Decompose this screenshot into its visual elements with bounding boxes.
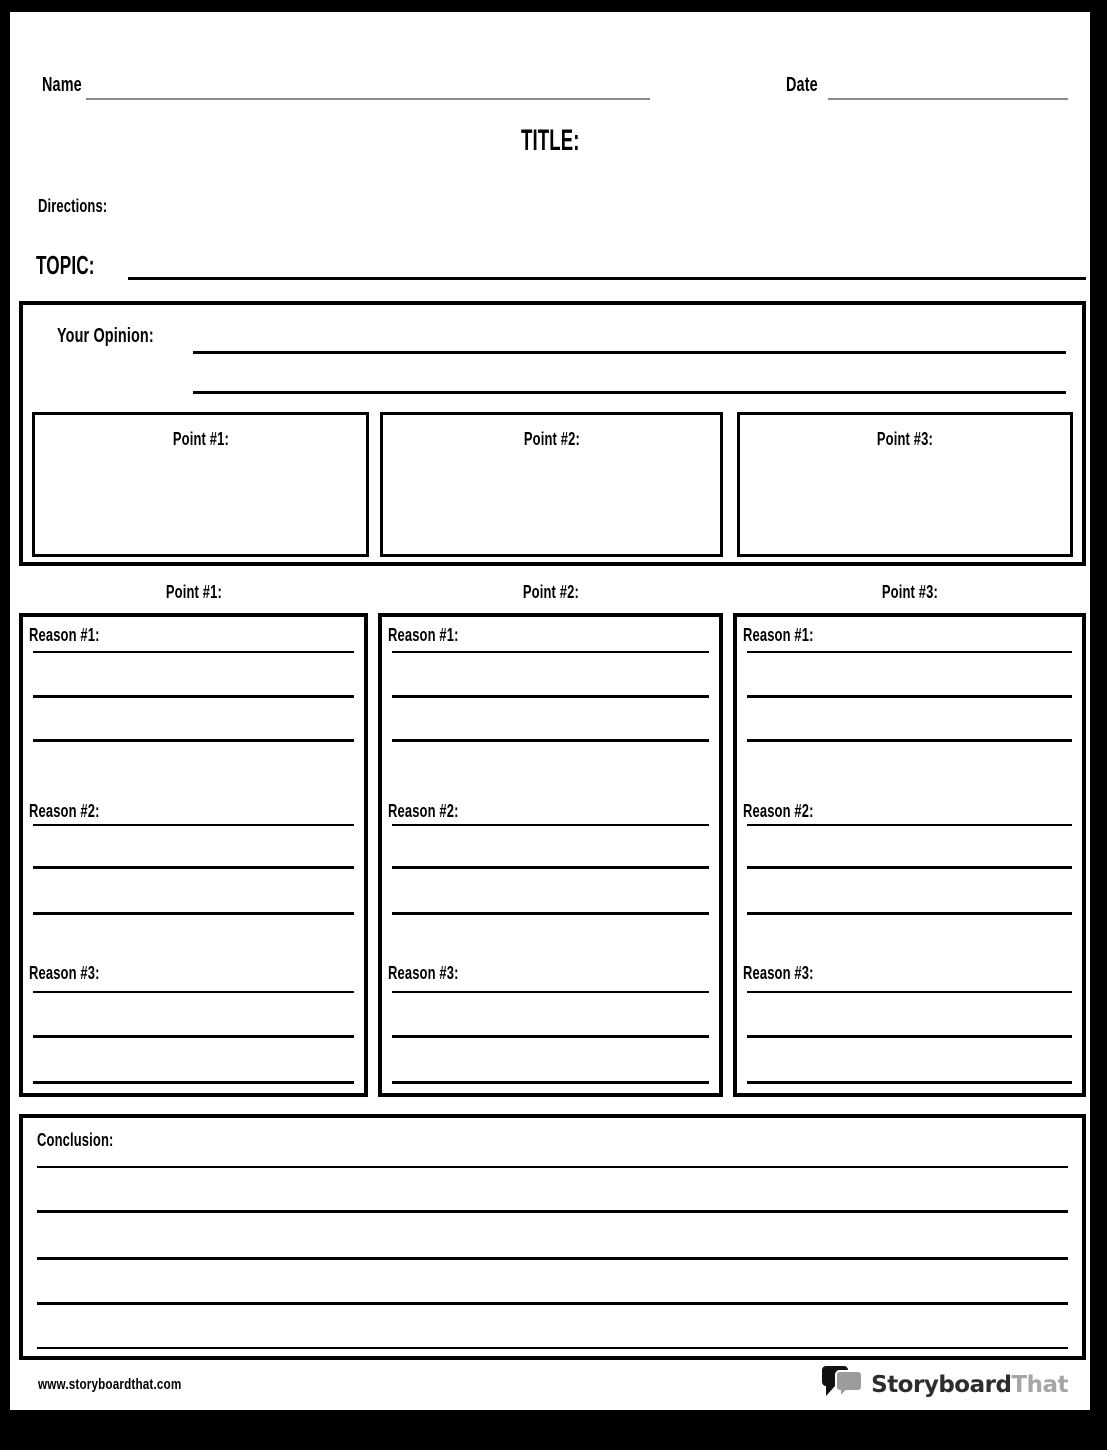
writing-line [747, 1081, 1072, 1084]
reason-label: Reason #2: [29, 801, 100, 821]
reason-label: Reason #1: [388, 625, 459, 645]
column-header-point-1: Point #1: [165, 582, 222, 602]
writing-line [33, 1035, 354, 1038]
topic-writing-line [128, 250, 1086, 280]
your-opinion-label: Your Opinion: [57, 325, 154, 347]
writing-line [392, 1081, 709, 1084]
storyboardthat-logo [822, 1364, 1068, 1406]
title-label: TITLE: [520, 124, 580, 157]
point-box-3: Point #3: [737, 412, 1073, 557]
opinion-writing-line [193, 391, 1066, 394]
writing-line [747, 991, 1072, 993]
writing-line [37, 1257, 1068, 1260]
reason-label: Reason #3: [743, 963, 814, 983]
writing-line [392, 739, 709, 742]
writing-line [747, 866, 1072, 869]
reason-column-3 [733, 613, 1086, 1097]
directions-label: Directions: [38, 196, 108, 216]
writing-line [33, 912, 354, 915]
topic-label: TOPIC: [36, 250, 95, 280]
writing-line [33, 651, 354, 653]
writing-line [392, 1035, 709, 1038]
point-box-1: Point #1: [32, 412, 369, 557]
point-box-2: Point #2: [380, 412, 723, 557]
writing-line [747, 695, 1072, 698]
reason-label: Reason #1: [743, 625, 814, 645]
writing-line [747, 1035, 1072, 1038]
column-header-point-2: Point #2: [522, 582, 579, 602]
reason-label: Reason #2: [743, 801, 814, 821]
writing-line [33, 866, 354, 869]
writing-line [37, 1210, 1068, 1213]
writing-line [33, 991, 354, 993]
writing-line [392, 991, 709, 993]
name-writing-line [86, 74, 650, 100]
reason-label: Reason #3: [29, 963, 100, 983]
writing-line [747, 651, 1072, 653]
writing-line [392, 695, 709, 698]
writing-line [37, 1302, 1068, 1305]
writing-line [747, 739, 1072, 742]
conclusion-label: Conclusion: [37, 1130, 114, 1150]
opinion-section-box [19, 301, 1086, 566]
opinion-writing-line [193, 351, 1066, 354]
writing-line [392, 866, 709, 869]
name-label: Name [42, 74, 82, 96]
worksheet-page [10, 12, 1090, 1410]
reason-column-1 [19, 613, 368, 1097]
date-label: Date [786, 74, 818, 96]
writing-line [33, 695, 354, 698]
writing-line [37, 1166, 1068, 1168]
writing-line [392, 824, 709, 826]
conclusion-section-box [19, 1114, 1086, 1360]
writing-line [33, 1081, 354, 1084]
reason-label: Reason #3: [388, 963, 459, 983]
website-url: www.storyboardthat.com [38, 1376, 182, 1393]
speech-bubbles-icon [822, 1364, 864, 1407]
writing-line [747, 824, 1072, 826]
writing-line [392, 912, 709, 915]
date-writing-line [828, 74, 1068, 100]
reason-label: Reason #1: [29, 625, 100, 645]
writing-line [747, 912, 1072, 915]
writing-line [33, 739, 354, 742]
column-header-point-3: Point #3: [881, 582, 938, 602]
writing-line [392, 651, 709, 653]
writing-line [33, 824, 354, 826]
reason-column-2 [378, 613, 723, 1097]
reason-label: Reason #2: [388, 801, 459, 821]
logo-wordmark: StoryboardThat [871, 1372, 1068, 1398]
writing-line [37, 1347, 1068, 1349]
